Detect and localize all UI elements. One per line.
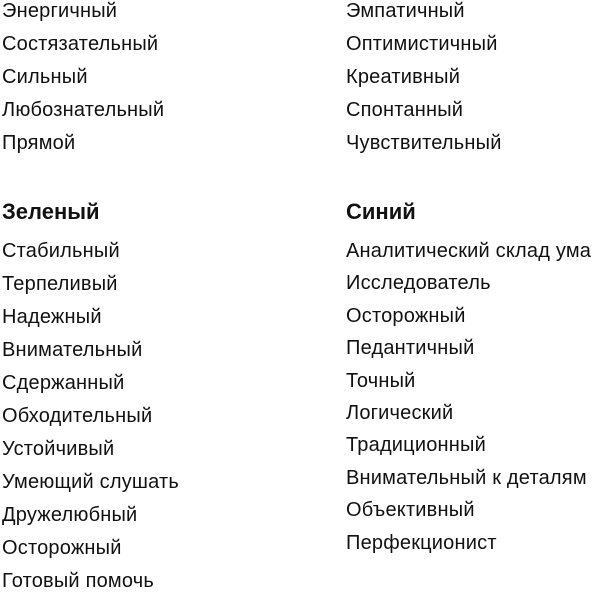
list-item: Умеющий слушать xyxy=(2,471,180,493)
list-item: Традиционный xyxy=(346,434,486,457)
right-top-list xyxy=(346,0,502,160)
list-item: Осторожный xyxy=(2,537,122,559)
list-item: Осторожный xyxy=(346,304,466,327)
list-item: Логический xyxy=(346,401,454,424)
list-item: Дружелюбный xyxy=(2,504,138,526)
list-item: Перфекционист xyxy=(346,531,497,554)
list-item: Спонтанный xyxy=(346,99,464,121)
left-top-list xyxy=(2,0,164,160)
list-item: Любознательный xyxy=(2,99,165,121)
list-item: Надежный xyxy=(2,306,102,328)
section-title-green: Зеленый xyxy=(2,199,100,224)
list-item: Объективный xyxy=(346,499,475,522)
list-item: Внимательный xyxy=(2,339,143,361)
list-item: Состязательный xyxy=(2,33,159,55)
section-title-blue: Синий xyxy=(346,199,416,224)
list-item: Аналитический склад ума xyxy=(346,240,592,262)
list-item: Устойчивый xyxy=(2,438,115,460)
list-item: Педантичный xyxy=(346,337,475,360)
list-item: Чувствительный xyxy=(346,132,502,154)
list-item: Сдержанный xyxy=(2,372,125,394)
list-item: Готовый помочь xyxy=(2,570,154,592)
list-item: Эмпатичный xyxy=(346,0,465,22)
list-item: Точный xyxy=(346,369,416,392)
list-item: Энергичный xyxy=(2,0,118,22)
blue-list xyxy=(346,235,591,559)
list-item: Обходительный xyxy=(2,405,153,427)
green-list xyxy=(2,235,179,598)
list-item: Креативный xyxy=(346,66,461,88)
list-item: Внимательный к деталям xyxy=(346,466,587,489)
list-item: Стабильный xyxy=(2,240,120,262)
list-item: Исследователь xyxy=(346,272,491,295)
list-item: Терпеливый xyxy=(2,273,118,295)
list-item: Сильный xyxy=(2,66,88,88)
list-item: Оптимистичный xyxy=(346,33,498,55)
list-item: Прямой xyxy=(2,132,76,154)
